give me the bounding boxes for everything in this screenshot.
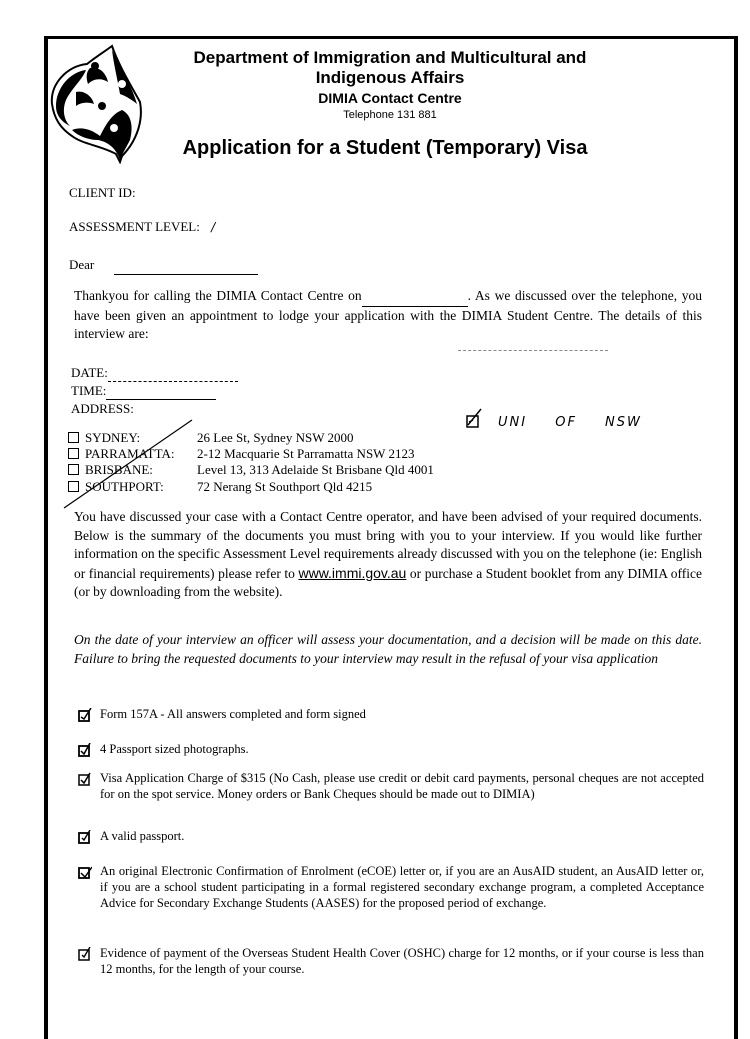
checked-box-icon[interactable] <box>78 947 92 961</box>
date-blank[interactable] <box>108 364 238 382</box>
date-row <box>71 364 238 382</box>
handwritten-address <box>466 408 642 431</box>
checklist-item[interactable] <box>78 741 704 757</box>
checklist-item-text: Form 157A - All answers completed and form signed <box>100 707 366 721</box>
office-city: BRISBANE: <box>85 462 153 477</box>
assessment-level-field <box>69 218 217 236</box>
dimia-australia-logo-icon <box>42 44 146 164</box>
checklist-item-text: 4 Passport sized photographs. <box>100 742 249 756</box>
interview-details <box>71 364 238 417</box>
form-title: Application for a Student (Temporary) Visa <box>182 137 588 159</box>
address-label: ADDRESS: <box>71 401 134 416</box>
contact-centre-name: DIMIA Contact Centre <box>318 90 462 106</box>
checklist-item[interactable] <box>78 770 704 802</box>
checklist-item[interactable] <box>78 828 704 844</box>
telephone-number: Telephone 131 881 <box>343 109 437 121</box>
checklist-item-text: A valid passport. <box>100 829 185 843</box>
intro-text-start: Thankyou for calling the DIMIA Contact Centre on <box>74 288 362 303</box>
checklist-item[interactable] <box>78 706 704 722</box>
dear-name-blank[interactable] <box>114 256 258 275</box>
call-date-blank[interactable] <box>362 287 468 307</box>
documents-summary-paragraph <box>74 508 702 602</box>
department-line-1: Department of Immigration and Multicultural and <box>193 48 587 67</box>
dear-field <box>69 256 258 275</box>
interview-warning-paragraph: On the date of your interview an officer will assess your documentation, and a decision will be made on this date. Failure to bring the requested documents to your interview may result in the refusal of your visa application <box>74 632 702 666</box>
checklist-item-text: An original Electronic Confirmation of Enrolment (eCOE) letter or, if you are an AusAID student, an AusAID letter or, if you are a school student participating in a formal registered secondary exchange program, a completed Acceptance Advice for Secondary Exchange Students (AASES) for the proposed period of exchange. <box>100 864 704 910</box>
time-blank[interactable] <box>106 382 216 400</box>
checked-box-icon[interactable] <box>78 708 92 722</box>
checklist-item[interactable] <box>78 863 704 911</box>
summary-text-end: or purchase a Student booklet from any DIMIA office (or by downloading from the website). <box>74 565 703 599</box>
assessment-level-label: ASSESSMENT LEVEL: <box>69 219 200 234</box>
handwritten-strike-line <box>62 418 202 510</box>
office-address: 2-12 Macquarie St Parramatta NSW 2123 <box>197 446 415 461</box>
checklist-item[interactable] <box>78 945 704 977</box>
dear-label: Dear <box>69 257 95 272</box>
office-city: SOUTHPORT: <box>85 479 164 494</box>
date-label: DATE: <box>71 365 108 380</box>
scan-artifact <box>458 350 608 353</box>
address-row <box>71 400 238 417</box>
checklist-item-text: Evidence of payment of the Overseas Student Health Cover (OSHC) charge for 12 months, or if your course is less than 12 months, for the length of your course. <box>100 946 704 976</box>
office-address: 72 Nerang St Southport Qld 4215 <box>197 479 373 494</box>
office-address: 26 Lee St, Sydney NSW 2000 <box>197 430 354 445</box>
intro-paragraph <box>74 287 702 344</box>
client-id-label: CLIENT ID: <box>69 185 136 200</box>
checked-box-icon[interactable] <box>78 743 92 757</box>
department-name <box>160 48 620 88</box>
assessment-level-value[interactable]: / <box>211 220 218 234</box>
handwritten-address-text: UNI OF NSW <box>498 415 642 430</box>
handwritten-checked-box-icon[interactable] <box>466 408 482 430</box>
office-address: Level 13, 313 Adelaide St Brisbane Qld 4001 <box>197 462 434 477</box>
checklist-item-text: Visa Application Charge of $315 (No Cash, please use credit or debit card payments, personal cheques are not accepted for on the spot service. Money orders or Bank Cheques should be made out to DIMIA) <box>100 771 704 801</box>
department-line-2: Indigenous Affairs <box>315 68 465 87</box>
intro-text-end: . As we discussed over the telephone, you have been given an appointment to lodge your application with the DIMIA Student Centre. The details of this interview are: <box>74 288 703 341</box>
office-city: SYDNEY: <box>85 430 141 445</box>
office-city: PARRAMATTA: <box>85 446 175 461</box>
checked-box-icon[interactable] <box>78 865 92 879</box>
time-label: TIME: <box>71 383 107 398</box>
checked-box-icon[interactable] <box>78 772 92 786</box>
immi-website-link[interactable]: www.immi.gov.au <box>298 564 407 581</box>
checked-box-icon[interactable] <box>78 830 92 844</box>
time-row <box>71 382 238 400</box>
summary-text-start: You have discussed your case with a Contact Centre operator, and have been advised of your required documents. Below is the summary of the documents you must bring with you to your interview. If you would like further information on the specific Assessment Level requirements already discussed with you on the telephone (ie: English or financial requirements) please refer to <box>74 509 702 581</box>
client-id-field <box>69 184 136 202</box>
